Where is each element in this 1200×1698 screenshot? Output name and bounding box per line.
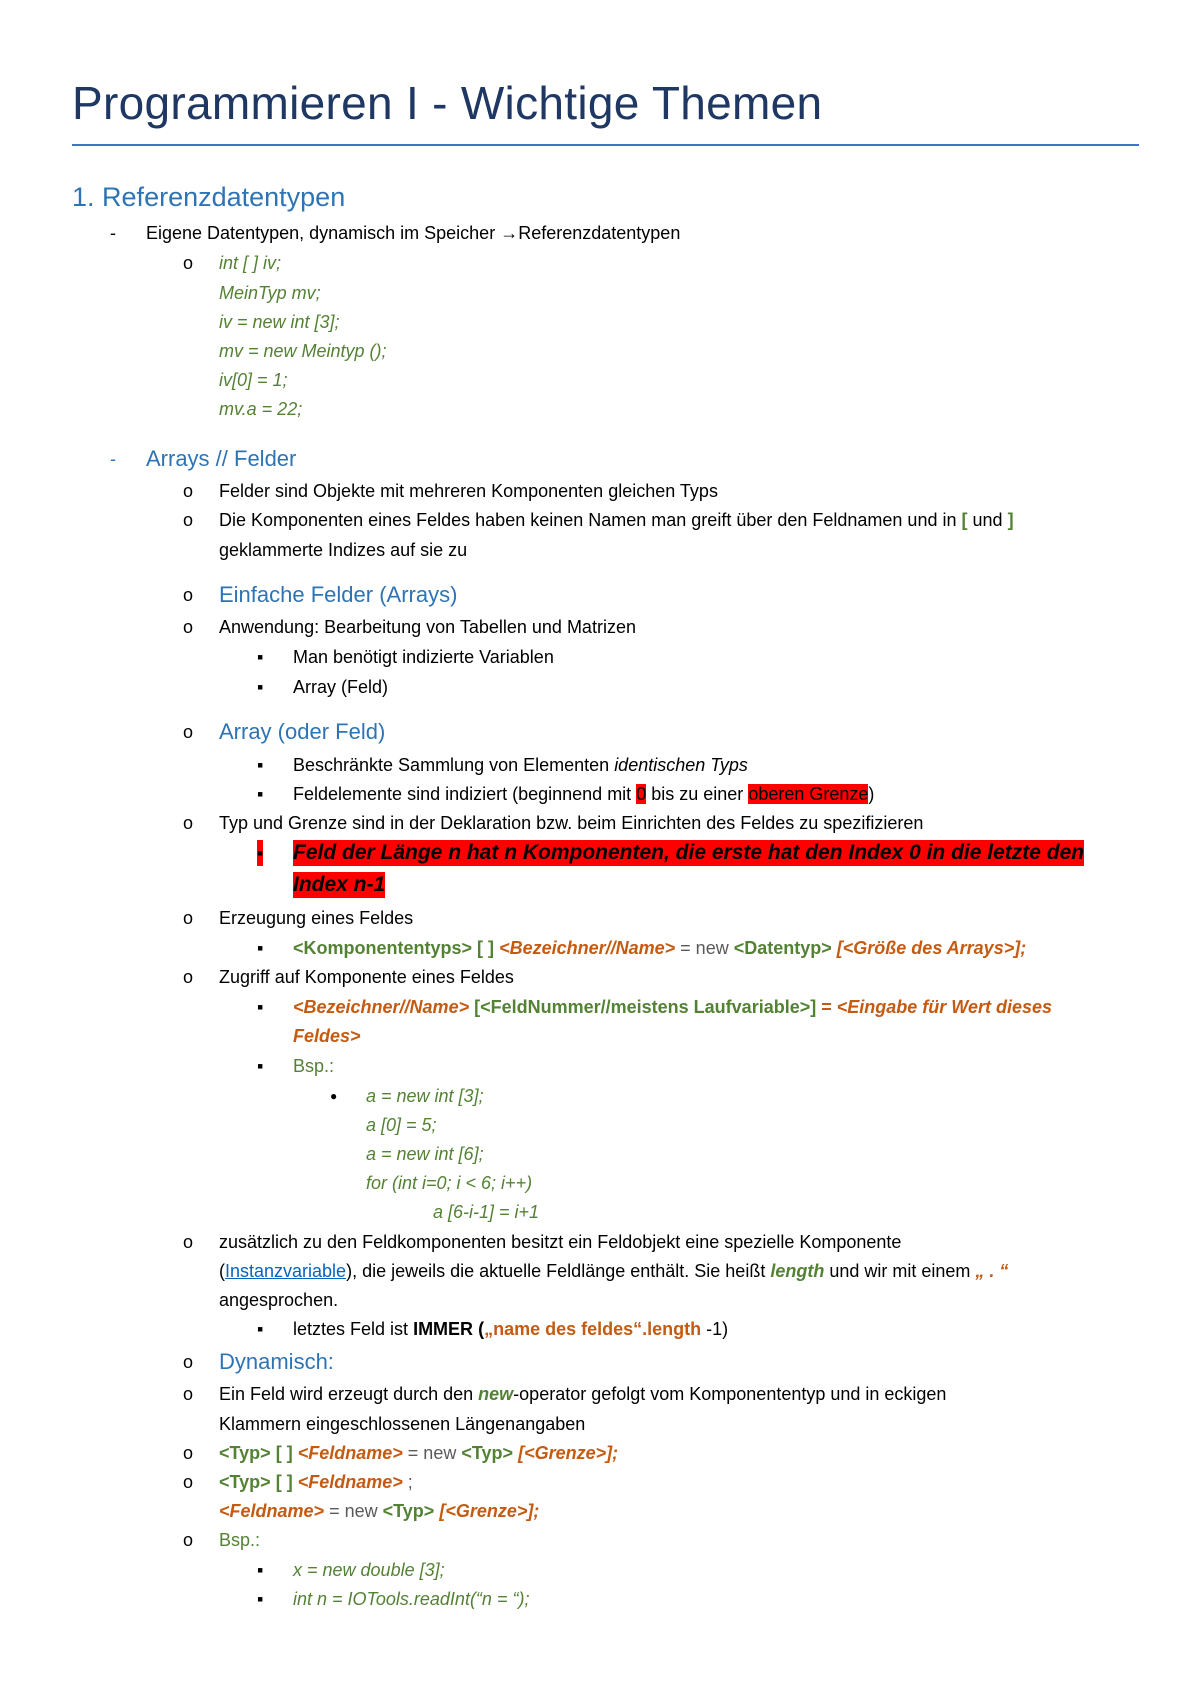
syntax-line (219, 1469, 413, 1495)
syntax-part: ; (407, 1472, 413, 1492)
item-text (293, 752, 748, 778)
page-title: Programmieren I - Wichtige Themen (72, 77, 823, 129)
code-line: x = new double [3]; (293, 1560, 445, 1580)
circle-bullet: o (183, 1384, 194, 1404)
item-text: Array (Feld) (293, 677, 389, 697)
code-line: a = new int [6]; (366, 1144, 484, 1164)
square-bullet: ▪ (257, 997, 264, 1017)
text-part: new (478, 1384, 514, 1404)
circle-bullet: o (183, 908, 194, 928)
square-bullet: ▪ (257, 1319, 264, 1339)
text-part: ( (478, 1319, 485, 1339)
text-part: letztes Feld ist (293, 1319, 409, 1339)
square-bullet: ▪ (257, 647, 264, 667)
item-text: zusätzlich zu den Feldkomponenten besitzt ein Feldobjekt eine spezielle Komponente (219, 1232, 902, 1252)
code-line: iv[0] = 1; (219, 370, 288, 390)
circle-bullet: o (183, 813, 194, 833)
syntax-line (219, 1440, 618, 1466)
text-part: und (972, 510, 1003, 530)
item-text: Zugriff auf Komponente eines Feldes (219, 967, 514, 987)
text-part: Feldelemente sind indiziert (beginnend mit (293, 784, 632, 804)
code-line: iv = new int [3]; (219, 312, 340, 332)
circle-bullet: o (183, 253, 194, 273)
title-underline (72, 144, 1139, 146)
text-part: bis zu einer (651, 784, 744, 804)
circle-bullet: o (183, 1352, 194, 1372)
syntax-part: [<FeldNummer//meistens Laufvariable>] (474, 997, 817, 1017)
syntax-part: <Komponententyps> (293, 938, 473, 958)
circle-bullet: o (183, 967, 194, 987)
circle-bullet: o (183, 617, 194, 637)
syntax-part: = (821, 997, 832, 1017)
square-bullet: ▪ (257, 938, 264, 958)
arrays-heading: Arrays // Felder (146, 446, 297, 471)
circle-bullet: o (183, 481, 194, 501)
syntax-part: <Bezeichner//Name> (499, 938, 676, 958)
text-part: „name des feldes“.length (484, 1319, 702, 1339)
syntax-part: = new (329, 1501, 378, 1521)
dash-bullet: - (110, 449, 116, 469)
text-part: ( (219, 1261, 225, 1281)
subheading: Dynamisch: (219, 1349, 334, 1374)
text-part: ), die jeweils die aktuelle Feldlänge enthält. Sie heißt (346, 1261, 766, 1281)
square-bullet: ▪ (257, 755, 264, 775)
item-text-cont: Klammern eingeschlossenen Längenangaben (219, 1414, 586, 1434)
arrow-icon: → (500, 223, 519, 243)
circle-bullet: o (183, 1232, 194, 1252)
text-part: -1) (706, 1319, 729, 1339)
code-line: int [ ] iv; (219, 253, 282, 273)
intro-text (146, 220, 680, 246)
text-part: ) (868, 784, 875, 804)
section-number: 1. (72, 182, 95, 212)
syntax-part: <Feldname> (297, 1443, 403, 1463)
highlight: Index n-1 (293, 873, 386, 896)
syntax-part: [ ] (477, 938, 495, 958)
syntax-line (293, 994, 1052, 1020)
text-part: identischen Typs (614, 755, 748, 775)
syntax-line (219, 1498, 539, 1524)
item-text (219, 1381, 946, 1407)
bracket: [ (961, 510, 968, 530)
item-text (293, 781, 874, 807)
item-text: Felder sind Objekte mit mehreren Komponenten gleichen Typs (219, 481, 718, 501)
code-line: int n = IOTools.readInt(“n = “); (293, 1589, 530, 1609)
text-part: und wir mit einem (829, 1261, 971, 1281)
item-text-cont: geklammerte Indizes auf sie zu (219, 540, 468, 560)
text-part: -operator gefolgt vom Komponententyp und in eckigen (513, 1384, 947, 1404)
item-text-cont: angesprochen. (219, 1290, 339, 1310)
circle-bullet: o (183, 585, 194, 605)
highlight: 0 (636, 784, 647, 804)
square-bullet: ▪ (257, 1589, 264, 1609)
item-text-cont (219, 1258, 1008, 1284)
syntax-part: <Typ> (219, 1472, 271, 1492)
text-part: Ein Feld wird erzeugt durch den (219, 1384, 474, 1404)
circle-bullet: o (183, 510, 194, 530)
syntax-part: <Feldname> (297, 1472, 403, 1492)
syntax-line (293, 935, 1026, 961)
square-bullet: ▪ (257, 1056, 264, 1076)
syntax-part: = new (680, 938, 729, 958)
code-line: for (int i=0; i < 6; i++) (366, 1173, 533, 1193)
syntax-part: <Datentyp> (733, 938, 832, 958)
item-text: Typ und Grenze sind in der Deklaration bzw. beim Einrichten des Feldes zu spezifizieren (219, 813, 924, 833)
circle-bullet: o (183, 1443, 194, 1463)
instanzvariable-link[interactable]: Instanzvariable (225, 1261, 347, 1281)
bracket: ] (1007, 510, 1014, 530)
syntax-part: [<Grenze>]; (439, 1501, 540, 1521)
intro-text-main: Eigene Datentypen, dynamisch im Speicher (146, 223, 496, 243)
circle-bullet: o (183, 1472, 194, 1492)
item-text: Anwendung: Bearbeitung von Tabellen und Matrizen (219, 617, 636, 637)
syntax-part: Feldes> (293, 1026, 361, 1046)
code-line: a = new int [3]; (366, 1086, 484, 1106)
item-text: Bsp.: (293, 1056, 335, 1076)
text-part: Die Komponenten eines Feldes haben keinen Namen man greift über den Feldnamen und in (219, 510, 957, 530)
item-text (219, 507, 1014, 533)
subheading: Array (oder Feld) (219, 719, 386, 744)
dot-bullet: ● (330, 1089, 338, 1103)
square-bullet: ▪ (257, 677, 264, 697)
circle-bullet: o (183, 722, 194, 742)
square-bullet: ▪ (257, 784, 264, 804)
intro-target: Referenzdatentypen (518, 223, 681, 243)
code-line: mv = new Meintyp (); (219, 341, 387, 361)
circle-bullet: o (183, 1530, 194, 1550)
text-part: Beschränkte Sammlung von Elementen (293, 755, 610, 775)
dash-bullet: - (110, 223, 116, 243)
syntax-part: <Eingabe für Wert dieses (836, 997, 1053, 1017)
section-title: Referenzdatentypen (102, 182, 346, 212)
code-line: a [0] = 5; (366, 1115, 437, 1135)
syntax-part: [ ] (275, 1443, 293, 1463)
item-text: Man benötigt indizierte Variablen (293, 647, 554, 667)
syntax-part: [ ] (275, 1472, 293, 1492)
syntax-part: <Typ> (382, 1501, 435, 1521)
code-line: mv.a = 22; (219, 399, 303, 419)
text-part: IMMER (413, 1319, 474, 1339)
item-text (293, 1316, 728, 1342)
item-text: Bsp.: (219, 1530, 261, 1550)
syntax-part: = new (407, 1443, 457, 1463)
highlight: Feld der Länge n hat n Komponenten, die erste hat den Index 0 in die letzte den (293, 841, 1085, 864)
subheading: Einfache Felder (Arrays) (219, 582, 458, 607)
code-line: a [6-i-1] = i+1 (433, 1202, 540, 1222)
square-bullet: ▪ (257, 1560, 264, 1580)
syntax-part: <Feldname> (219, 1501, 325, 1521)
syntax-part: [<Grenze>]; (518, 1443, 619, 1463)
text-part: „ . “ (975, 1261, 1009, 1281)
code-line: MeinTyp mv; (219, 283, 321, 303)
text-part: length (770, 1261, 825, 1281)
syntax-part: <Typ> (219, 1443, 271, 1463)
highlight: oberen Grenze (748, 784, 869, 804)
syntax-part: <Bezeichner//Name> (293, 997, 470, 1017)
syntax-part: [<Größe des Arrays>]; (836, 938, 1027, 958)
section-heading (72, 182, 345, 213)
item-text: Erzeugung eines Feldes (219, 908, 414, 928)
syntax-part: <Typ> (461, 1443, 514, 1463)
square-bullet: ▪ (257, 840, 263, 866)
